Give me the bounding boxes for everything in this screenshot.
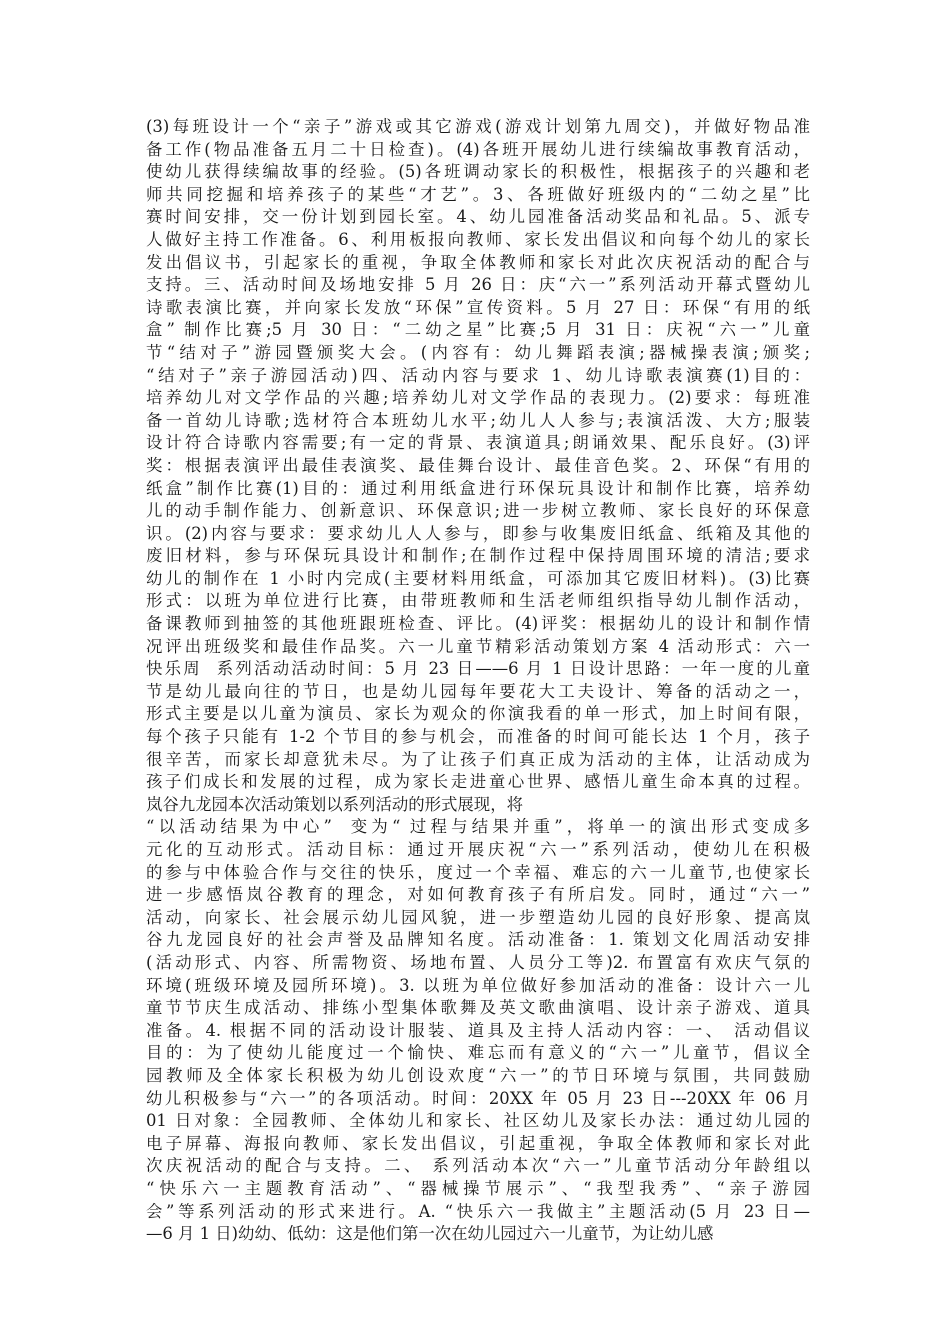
text-line: (活动形式、内容、所需物资、场地布置、人员分工等)2. 布置富有欢庆气氛的 (146, 952, 810, 972)
text-line: 幼儿积极参与“六一”的各项活动。时间：20XX 年 05 月 23 日---20XX 年 06 月 (146, 1088, 810, 1108)
text-line: 岚谷九龙园本次活动策划以系列活动的形式展现，将 (146, 794, 523, 814)
text-line: 01 日对象：全园教师、全体幼儿和家长、社区幼儿及家长办法：通过幼儿园的 (146, 1111, 810, 1131)
text-line: 发出倡议书，引起家长的重视，争取全体教师和家长对此次庆祝活动的配合与 (146, 252, 810, 272)
text-line: 儿的动手制作能力、创新意识、环保意识;进一步树立教师、家长良好的环保意 (146, 501, 810, 521)
text-line: 支持。三、活动时间及场地安排 5 月 26 日：庆“六一”系列活动开幕式暨幼儿 (146, 275, 810, 295)
text-line: 活动，向家长、社会展示幼儿园风貌，进一步塑造幼儿园的良好形象、提高岚 (146, 907, 810, 927)
text-line: 童节节庆生成活动、排练小型集体歌舞及英文歌曲演唱、设计亲子游戏、道具 (146, 998, 810, 1018)
text-line: 识。(2)内容与要求：要求幼儿人人参与，即参与收集废旧纸盒、纸箱及其他的 (146, 523, 810, 543)
text-line: 节“结对子”游园暨颁奖大会。(内容有：幼儿舞蹈表演;器械操表演;颁奖; (146, 342, 810, 362)
text-line: 诗歌表演比赛，并向家长发放“环保”宣传资料。5 月 27 日：环保“有用的纸 (146, 297, 810, 317)
text-line: 盒” 制作比赛;5 月 30 日：“二幼之星”比赛;5 月 31 日：庆祝“六一”儿童 (146, 320, 810, 340)
text-line: “以活动结果为中心” 变为“ 过程与结果并重”，将单一的演出形式变成多 (146, 817, 810, 837)
text-line: 快乐周 系列活动活动时间：5 月 23 日——6 月 1 日设计思路：一年一度的儿童 (146, 659, 810, 679)
text-line: 师共同挖掘和培养孩子的某些“才艺”。3、各班做好班级内的“二幼之星”比 (146, 184, 810, 204)
text-line: “结对子”亲子游园活动)四、活动内容与要求 1、幼儿诗歌表演赛(1)目的： (146, 365, 810, 385)
text-line: 培养幼儿对文学作品的兴趣;培养幼儿对文学作品的表现力。(2)要求：每班准 (146, 388, 810, 408)
text-line: 人做好主持工作准备。6、利用板报向教师、家长发出倡议和向每个幼儿的家长 (146, 229, 810, 249)
text-line: 环境(班级环境及园所环境)。3. 以班为单位做好参加活动的准备：设计六一儿 (146, 975, 810, 995)
text-line: 形式：以班为单位进行比赛，由带班教师和生活老师组织指导幼儿制作活动， (146, 591, 810, 611)
text-line: 孩子们成长和发展的过程，成为家长走进童心世界、感悟儿童生命本真的过程。 (146, 772, 810, 792)
text-line: 使幼儿获得续编故事的经验。(5)各班调动家长的积极性，根据孩子的兴趣和老 (146, 162, 810, 182)
text-line: 废旧材料，参与环保玩具设计和制作;在制作过程中保持周围环境的清洁;要求 (146, 546, 810, 566)
text-line: 形式主要是以儿童为演员、家长为观众的你演我看的单一形式，加上时间有限， (146, 704, 810, 724)
text-line: 备工作(物品准备五月二十日检查)。(4)各班开展幼儿进行续编故事教育活动， (146, 139, 810, 159)
text-line: 电子屏幕、海报向教师、家长发出倡议，引起重视，争取全体教师和家长对此 (146, 1133, 810, 1153)
text-line: 纸盒”制作比赛(1)目的：通过利用纸盒进行环保玩具设计和制作比赛，培养幼 (146, 478, 810, 498)
text-line: 进一步感悟岚谷教育的理念，对如何教育孩子有所启发。同时，通过“六一” (146, 885, 810, 905)
text-line: 况评出班级奖和最佳作品奖。六一儿童节精彩活动策划方案 4 活动形式：六一 (146, 636, 810, 656)
text-line: 备课教师到抽签的其他班跟班检查、评比。(4)评奖：根据幼儿的设计和制作情 (146, 614, 810, 634)
text-line: 赛时间安排，交一份计划到园长室。4、幼儿园准备活动奖品和礼品。5、派专 (146, 207, 810, 227)
text-line: 准备。4. 根据不同的活动设计服装、道具及主持人活动内容：一、 活动倡议 (146, 1020, 810, 1040)
text-line: 每个孩子只能有 1-2 个节目的参与机会，而准备的时间可能长达 1 个月，孩子 (146, 727, 810, 747)
text-line: 设计符合诗歌内容需要;有一定的背景、表演道具;朗诵效果、配乐良好。(3)评 (146, 433, 810, 453)
text-line: 次庆祝活动的配合与支持。二、 系列活动本次“六一”儿童节活动分年龄组以 (146, 1156, 810, 1176)
text-line: 奖：根据表演评出最佳表演奖、最佳舞台设计、最佳音色奖。2、环保“有用的 (146, 455, 810, 475)
text-line: 的参与中体验合作与交往的快乐，度过一个幸福、难忘的六一儿童节,也使家长 (146, 862, 810, 882)
text-line: 节是幼儿最向往的节日，也是幼儿园每年要花大工夫设计、筹备的活动之一， (146, 681, 810, 701)
text-line: 备一首幼儿诗歌;选材符合本班幼儿水平;幼儿人人参与;表演活泼、大方;服装 (146, 410, 810, 430)
text-line: 幼儿的制作在 1 小时内完成(主要材料用纸盒，可添加其它废旧材料)。(3)比赛 (146, 568, 810, 588)
text-line: (3)每班设计一个“亲子”游戏或其它游戏(游戏计划第九周交)，并做好物品准 (146, 117, 810, 136)
text-line: “快乐六一主题教育活动”、“器械操节展示”、“我型我秀”、“亲子游园 (146, 1178, 810, 1198)
text-line: 很辛苦，而家长却意犹未尽。为了让孩子们真正成为活动的主体，让活动成为 (146, 749, 810, 769)
text-line: 园教师及全体家长积极为幼儿创设欢度“六一”的节日环境与氛围，共同鼓励 (146, 1065, 810, 1085)
text-line: 谷九龙园良好的社会声誉及品牌知名度。活动准备：1. 策划文化周活动安排 (146, 930, 810, 950)
text-line: 元化的互动形式。活动目标：通过开展庆祝“六一”系列活动，使幼儿在积极 (146, 840, 810, 859)
text-line: —6 月 1 日)幼幼、低幼：这是他们第一次在幼儿园过六一儿童节，为让幼儿感 (146, 1224, 714, 1244)
text-line: 会”等系列活动的形式来进行。A. “快乐六一我做主”主题活动(5 月 23 日— (146, 1201, 810, 1221)
body-text (146, 116, 810, 1246)
text-line: 目的：为了使幼儿能度过一个愉快、难忘而有意义的“六一”儿童节，倡议全 (146, 1043, 810, 1063)
